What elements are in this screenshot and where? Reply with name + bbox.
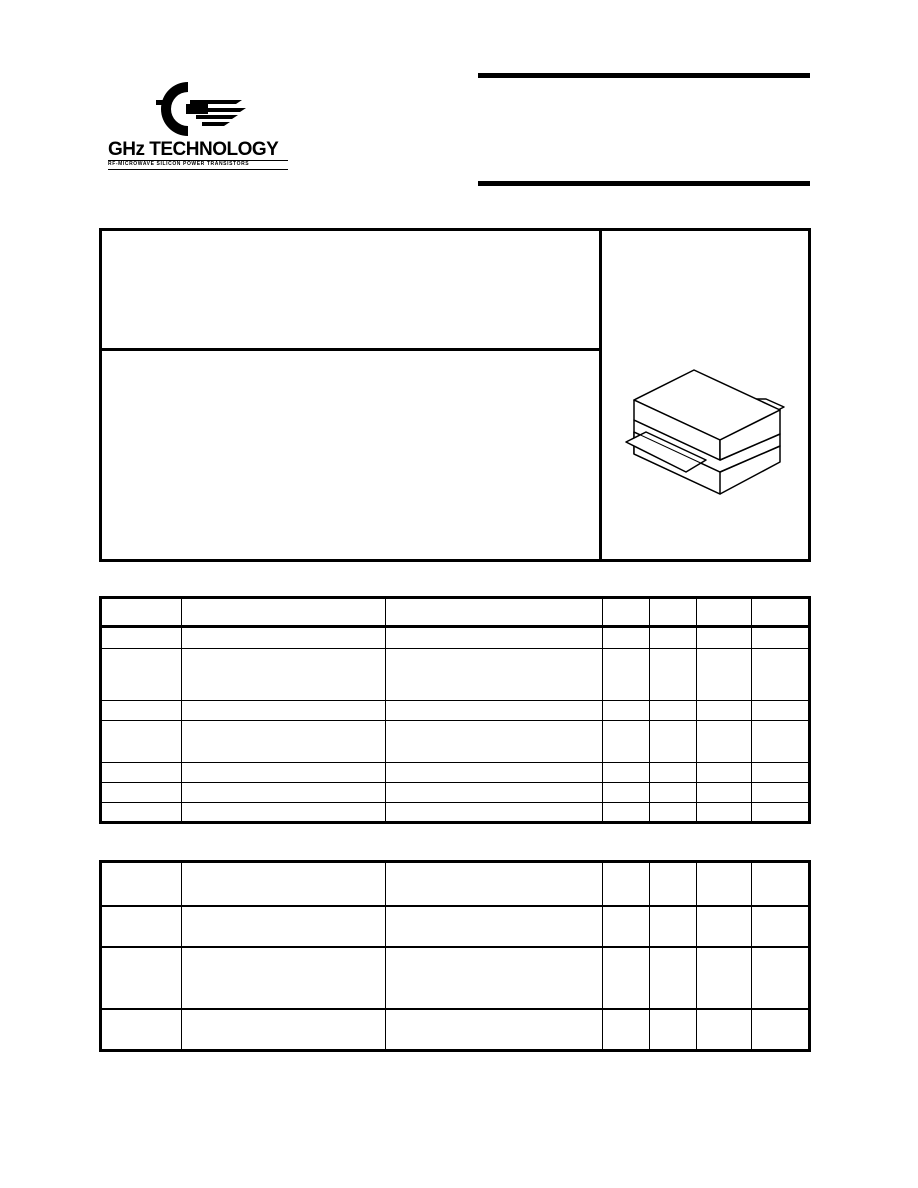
electrical-characteristics-table bbox=[99, 860, 811, 1052]
ratings-cell bbox=[751, 598, 809, 627]
ratings-cell bbox=[386, 803, 603, 823]
transistor-package-icon bbox=[620, 360, 790, 500]
description-divider-horizontal bbox=[99, 348, 602, 351]
elec-cell bbox=[603, 947, 650, 1009]
ratings-cell bbox=[182, 803, 386, 823]
ratings-cell bbox=[182, 783, 386, 803]
ratings-cell bbox=[650, 763, 697, 783]
ratings-cell bbox=[101, 627, 182, 649]
description-main-text bbox=[112, 240, 592, 340]
ratings-cell bbox=[182, 701, 386, 721]
ratings-cell bbox=[101, 598, 182, 627]
table-row bbox=[101, 649, 810, 701]
description-divider-vertical bbox=[599, 228, 602, 562]
ratings-cell bbox=[650, 783, 697, 803]
ratings-cell bbox=[603, 627, 650, 649]
ratings-cell bbox=[603, 701, 650, 721]
ratings-cell bbox=[101, 721, 182, 763]
elec-cell bbox=[751, 1009, 809, 1051]
ratings-cell bbox=[386, 783, 603, 803]
ratings-cell bbox=[603, 803, 650, 823]
table-row bbox=[101, 862, 810, 906]
ratings-cell bbox=[650, 649, 697, 701]
elec-cell bbox=[603, 906, 650, 947]
ratings-cell bbox=[101, 701, 182, 721]
table-row bbox=[101, 763, 810, 783]
elec-cell bbox=[386, 906, 603, 947]
elec-cell bbox=[697, 906, 751, 947]
ratings-cell bbox=[751, 763, 809, 783]
ratings-cell bbox=[386, 649, 603, 701]
title-rule-bottom bbox=[478, 181, 810, 186]
ratings-cell bbox=[751, 701, 809, 721]
ratings-cell bbox=[182, 627, 386, 649]
table-row bbox=[101, 783, 810, 803]
table-row bbox=[101, 1009, 810, 1051]
table-row bbox=[101, 721, 810, 763]
ratings-cell bbox=[101, 803, 182, 823]
ratings-cell bbox=[603, 649, 650, 701]
ratings-cell bbox=[697, 803, 751, 823]
elec-cell bbox=[697, 862, 751, 906]
ratings-cell bbox=[386, 721, 603, 763]
ratings-cell bbox=[697, 649, 751, 701]
ratings-cell bbox=[697, 598, 751, 627]
table-row bbox=[101, 803, 810, 823]
ratings-cell bbox=[386, 627, 603, 649]
elec-cell bbox=[603, 1009, 650, 1051]
elec-cell bbox=[751, 862, 809, 906]
ratings-cell bbox=[182, 721, 386, 763]
ratings-cell bbox=[697, 721, 751, 763]
elec-cell bbox=[386, 1009, 603, 1051]
elec-cell bbox=[101, 862, 182, 906]
elec-cell bbox=[650, 1009, 697, 1051]
ratings-cell bbox=[751, 721, 809, 763]
elec-cell bbox=[182, 1009, 386, 1051]
ratings-cell bbox=[603, 721, 650, 763]
elec-cell bbox=[650, 862, 697, 906]
ratings-cell bbox=[386, 598, 603, 627]
ghz-logo-mark-icon bbox=[150, 78, 250, 140]
title-rule-top bbox=[478, 73, 810, 78]
part-number bbox=[478, 100, 810, 160]
ratings-cell bbox=[182, 598, 386, 627]
elec-cell bbox=[101, 906, 182, 947]
table-row bbox=[101, 906, 810, 947]
ratings-cell bbox=[697, 763, 751, 783]
elec-cell bbox=[101, 1009, 182, 1051]
ratings-cell bbox=[101, 763, 182, 783]
elec-cell bbox=[386, 947, 603, 1009]
ratings-cell bbox=[182, 763, 386, 783]
elec-cell bbox=[650, 947, 697, 1009]
elec-cell bbox=[101, 947, 182, 1009]
elec-cell bbox=[650, 906, 697, 947]
ratings-cell bbox=[603, 783, 650, 803]
logo-tagline: RF-MICROWAVE SILICON POWER TRANSISTORS bbox=[108, 160, 288, 170]
ratings-cell bbox=[697, 701, 751, 721]
ratings-cell bbox=[386, 701, 603, 721]
ratings-cell bbox=[751, 649, 809, 701]
ratings-cell bbox=[101, 783, 182, 803]
logo-text: GHz TECHNOLOGY bbox=[108, 139, 279, 160]
ratings-cell bbox=[751, 627, 809, 649]
table-row bbox=[101, 701, 810, 721]
ratings-cell bbox=[182, 649, 386, 701]
ratings-cell bbox=[650, 721, 697, 763]
ratings-cell bbox=[697, 783, 751, 803]
description-feature-text bbox=[112, 362, 592, 552]
elec-cell bbox=[603, 862, 650, 906]
ratings-cell bbox=[751, 803, 809, 823]
ratings-cell bbox=[386, 763, 603, 783]
elec-cell bbox=[697, 1009, 751, 1051]
ratings-cell bbox=[650, 701, 697, 721]
ratings-cell bbox=[603, 598, 650, 627]
ratings-cell bbox=[650, 598, 697, 627]
elec-cell bbox=[751, 906, 809, 947]
elec-cell bbox=[697, 947, 751, 1009]
ratings-cell bbox=[101, 649, 182, 701]
table-row bbox=[101, 598, 810, 627]
elec-cell bbox=[182, 947, 386, 1009]
ratings-cell bbox=[697, 627, 751, 649]
table-row bbox=[101, 947, 810, 1009]
ratings-cell bbox=[603, 763, 650, 783]
ratings-table bbox=[99, 596, 811, 824]
elec-cell bbox=[386, 862, 603, 906]
ratings-cell bbox=[650, 803, 697, 823]
elec-cell bbox=[751, 947, 809, 1009]
ratings-cell bbox=[751, 783, 809, 803]
elec-cell bbox=[182, 862, 386, 906]
ratings-cell bbox=[650, 627, 697, 649]
elec-cell bbox=[182, 906, 386, 947]
table-row bbox=[101, 627, 810, 649]
